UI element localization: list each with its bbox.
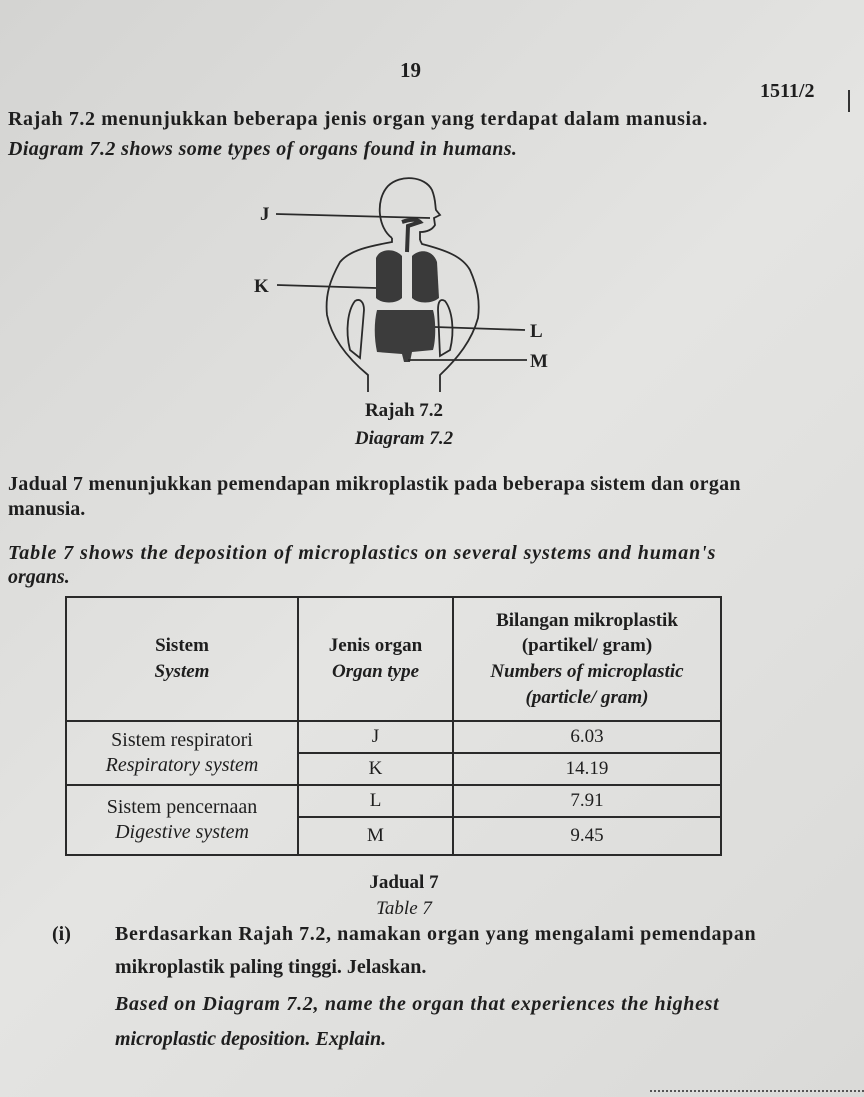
table-row xyxy=(66,785,721,817)
question-number: (i) xyxy=(52,923,71,945)
intro-english: Diagram 7.2 shows some types of organs found in humans. xyxy=(8,138,518,160)
organ-cell: L xyxy=(298,785,453,817)
table-caption-malay: Jadual 7 xyxy=(369,872,439,893)
paper-code: 1511/2 xyxy=(760,80,815,102)
table-row xyxy=(66,721,721,753)
organ-cell: K xyxy=(298,753,453,785)
table-intro-english-1: Table 7 shows the deposition of microplastics on several systems and human's xyxy=(8,542,717,564)
system-digestive: Sistem pencernaan Digestive system xyxy=(66,785,298,855)
question-malay-1: Berdasarkan Rajah 7.2, namakan organ yang mengalami pemendapan xyxy=(115,923,757,945)
label-l: L xyxy=(530,321,543,342)
value-cell: 7.91 xyxy=(453,785,721,817)
system-respiratory: Sistem respiratori Respiratory system xyxy=(66,721,298,785)
label-k: K xyxy=(254,276,269,297)
question-malay-2: mikroplastik paling tinggi. Jelaskan. xyxy=(115,956,427,978)
header-count: Bilangan mikroplastik (partikel/ gram) Numbers of microplastic (particle/ gram) xyxy=(453,597,721,721)
value-cell: 6.03 xyxy=(453,721,721,753)
page-number: 19 xyxy=(400,58,421,82)
organ-cell: J xyxy=(298,721,453,753)
organ-cell: M xyxy=(298,817,453,855)
question-english-1: Based on Diagram 7.2, name the organ that experiences the highest xyxy=(115,993,720,1015)
header-system: Sistem System xyxy=(66,597,298,721)
trachea xyxy=(402,220,420,252)
label-j: J xyxy=(260,204,270,225)
answer-line[interactable] xyxy=(650,1090,864,1092)
value-cell: 9.45 xyxy=(453,817,721,855)
diagram-caption-english: Diagram 7.2 xyxy=(354,428,454,449)
header-organ: Jenis organ Organ type xyxy=(298,597,453,721)
table-caption-english: Table 7 xyxy=(376,898,432,919)
table-intro-english-2: organs. xyxy=(8,566,70,588)
table-intro-malay-2: manusia. xyxy=(8,498,86,520)
right-lung xyxy=(412,251,439,302)
intestines xyxy=(375,310,436,362)
value-cell: 14.19 xyxy=(453,753,721,785)
table-intro-malay-1: Jadual 7 menunjukkan pemendapan mikroplastik pada beberapa sistem dan organ xyxy=(8,473,741,495)
microplastic-table xyxy=(65,596,722,856)
left-lung xyxy=(376,250,402,302)
table-header-row xyxy=(66,597,721,721)
intro-malay: Rajah 7.2 menunjukkan beberapa jenis organ yang terdapat dalam manusia. xyxy=(8,108,708,130)
diagram-caption-malay: Rajah 7.2 xyxy=(364,400,444,421)
margin-line xyxy=(848,90,850,112)
question-english-2: microplastic deposition. Explain. xyxy=(115,1028,387,1050)
label-m: M xyxy=(530,351,548,372)
